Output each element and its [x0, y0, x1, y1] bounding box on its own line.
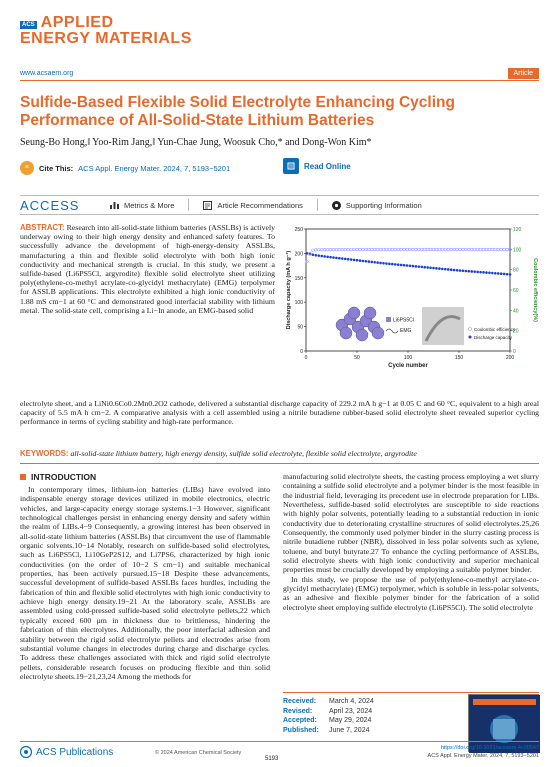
- toc-chart: [282, 223, 540, 393]
- abstract-text-1: Research into all-solid-state lithium batteries (ASSLBs) is actively underway owing to their high energy density and enhanced safety features. To successfully advance the development of high-energy-density ASSLBs, manufacturing a thin and flexible solid electrolyte with both high ionic conductivity and mechanical strength is crucial. In this study, we present a sulfide-based (Li6PS5Cl, argyrodite) flexible solid electrolyte sheet utilizing poly(ethylene-co-methyl acrylate-co-glycidyl methacrylate) (EMG) terpolymer for ASSLB applications. This electrolyte exhibited a high ionic conductivity of 1.88 mS cm−1 at 60 °C and demonstrated good interfacial stability with lithium metal. The solid-state cell, comprising a Li−In anode, an EMG-based solid: [20, 223, 276, 315]
- site-url[interactable]: www.acsaem.org: [20, 70, 74, 77]
- y2-tick-label: 20: [513, 328, 519, 335]
- discharge-capacity-point: [397, 263, 400, 266]
- material-legend-swatch: [386, 317, 391, 322]
- doi-link[interactable]: https://doi.org/10.1021/acsaem.4c00547: [440, 745, 539, 751]
- discharge-capacity-point: [423, 266, 426, 269]
- copyright: © 2024 American Chemical Society: [155, 750, 242, 756]
- journal-name-line2: ENERGY MATERIALS: [20, 30, 192, 47]
- discharge-capacity-point: [359, 259, 362, 262]
- discharge-capacity-point: [462, 269, 465, 272]
- history-rule: [283, 692, 539, 693]
- doi-block: [428, 745, 539, 760]
- particle-illustration: [372, 327, 384, 339]
- supporting-info-link[interactable]: [332, 201, 422, 210]
- material-label: Li6PS5Cl: [393, 317, 414, 324]
- discharge-capacity-point: [344, 258, 347, 261]
- keywords: [20, 449, 539, 458]
- y2-tick-label: 80: [513, 267, 519, 274]
- intro-heading: [20, 472, 96, 482]
- history-received: Received: March 4, 2024: [283, 698, 374, 705]
- cite-icon: “: [20, 161, 34, 175]
- discharge-capacity-point: [341, 257, 344, 260]
- discharge-capacity-point: [353, 259, 356, 262]
- legend-dc-marker: [469, 336, 472, 339]
- discharge-capacity-point: [473, 270, 476, 273]
- y-tick-label: 250: [294, 227, 303, 233]
- y-tick-label: 50: [297, 324, 303, 331]
- journal-name-line1: APPLIED: [40, 14, 114, 31]
- y2-tick-label: 40: [513, 308, 519, 315]
- acs-badge: ACS: [22, 22, 35, 28]
- article-title: Sulfide-Based Flexible Solid Electrolyte Enhancing Cycling Performance of All-Solid-State Lithium Batteries: [20, 94, 455, 129]
- discharge-capacity-point: [438, 267, 441, 270]
- article-type-badge: Article: [508, 68, 539, 79]
- divider: [317, 199, 318, 211]
- discharge-capacity-point: [312, 253, 315, 256]
- x-tick-label: 50: [354, 355, 360, 361]
- discharge-capacity-point: [479, 271, 482, 274]
- discharge-capacity-point: [335, 257, 338, 260]
- x-tick-label: 0: [304, 355, 308, 361]
- discharge-capacity-point: [326, 256, 329, 259]
- discharge-capacity-point: [429, 266, 432, 269]
- discharge-capacity-point: [503, 273, 506, 276]
- discharge-capacity-point: [332, 256, 335, 259]
- header-rule: [20, 80, 539, 81]
- read-online-button[interactable]: [283, 158, 351, 174]
- y-tick-label: 100: [294, 300, 303, 307]
- discharge-capacity-point: [435, 267, 438, 270]
- cite-link[interactable]: ACS Appl. Energy Mater. 2024, 7, 5193−5201: [78, 163, 231, 173]
- discharge-capacity-point: [494, 272, 497, 275]
- y2-tick-label: 100: [513, 247, 522, 254]
- particle-illustration: [340, 327, 352, 339]
- particle-illustration: [348, 307, 360, 319]
- y2-axis-label: Coulombic efficiency(%): [532, 258, 538, 322]
- y-tick-label: 150: [294, 275, 303, 282]
- particle-illustration: [364, 307, 376, 319]
- metrics-link[interactable]: [110, 201, 174, 210]
- y2-tick-label: 0: [513, 349, 516, 355]
- discharge-capacity-point: [320, 255, 323, 258]
- cite-label: Cite This:: [39, 163, 74, 173]
- discharge-capacity-point: [482, 271, 485, 274]
- discharge-capacity-point: [391, 263, 394, 266]
- x-axis-label: Cycle number: [388, 363, 428, 369]
- journal-ref: ACS Appl. Energy Mater. 2024, 7, 5193−5201: [427, 752, 539, 759]
- abstract-part1: [20, 223, 275, 315]
- discharge-capacity-point: [350, 258, 353, 261]
- discharge-capacity-point: [441, 268, 444, 271]
- supporting-info-icon: [332, 201, 341, 210]
- history-box: [283, 692, 453, 735]
- bar-chart-icon: [110, 201, 119, 209]
- y2-tick-label: 120: [513, 227, 522, 233]
- supporting-info-label: Supporting Information: [345, 200, 422, 210]
- discharge-capacity-point: [403, 264, 406, 267]
- discharge-capacity-point: [415, 265, 418, 268]
- discharge-capacity-point: [500, 272, 503, 275]
- history-accepted: Accepted: May 29, 2024: [283, 717, 372, 724]
- discharge-capacity-point: [432, 267, 435, 270]
- intro-paragraph: manufacturing solid electrolyte sheets, the casting process employing a wet slurry containing a sulfide solid electrolyte and a polymer binder is the most feasible in the industrial field, leveraging its precedent use in electrode preparation for LIBs. Nevertheless, sulfide-based solid electrolytes are susceptible to side reactions with highly polar solvents, potentially leading to a substantial reduction in ionic conductivity due to deteriorating crystalline structures of solid electrolytes.25,26 Consequently, the commonly used polymer binder in the slurry casting process is nitrile butadiene rubber (NBR), dissolved in less polar solvents such as xylene, toluene, and butyl butyrate.27 To enhance the cycling performance of ASSLBs, solid electrolyte sheets with high ionic conductivity and superior mechanical properties must be crucially developed by employing a suitable polymer binder.: [283, 472, 539, 575]
- section-rule: [20, 463, 539, 464]
- discharge-capacity-point: [485, 271, 488, 274]
- x-tick-label: 150: [454, 355, 464, 361]
- discharge-capacity-point: [459, 269, 462, 272]
- access-bar: [20, 195, 539, 215]
- intro-heading-text: INTRODUCTION: [31, 472, 97, 482]
- discharge-capacity-point: [497, 272, 500, 275]
- x-tick-label: 200: [505, 355, 515, 361]
- discharge-capacity-point: [447, 268, 450, 271]
- acs-publications-icon: [20, 746, 32, 758]
- acs-publications-logo[interactable]: [20, 746, 113, 758]
- history-published: Published: June 7, 2024: [283, 726, 370, 734]
- discharge-capacity-point: [418, 265, 421, 268]
- discharge-capacity-point: [329, 256, 332, 259]
- abstract-part2: electrolyte sheet, and a LiNi0.6Co0.2Mn0.2O2 cathode, delivered a substantial discharge capacity of 229.2 mA h g−1 at 0.05 C and 60 °C, equivalent to a high areal capacity of 5.5 mA h cm−2. A comparative analysis with a cell assembled using a nitrile butadiene rubber-based solid electrolyte sheet revealed superior cycling performance in terms of cycling stability and high-rate performance.: [20, 399, 539, 427]
- discharge-capacity-point: [488, 272, 491, 275]
- discharge-capacity-point: [506, 273, 509, 276]
- discharge-capacity-point: [465, 270, 468, 273]
- intro-right-column: [283, 472, 539, 612]
- discharge-capacity-point: [491, 272, 494, 275]
- discharge-capacity-point: [453, 269, 456, 272]
- discharge-capacity-point: [476, 271, 479, 274]
- intro-left-column: In contemporary times, lithium-ion batteries (LIBs) have evolved into indispensable energy storage devices utilized in mobile electronics, electric vehicles, and large-capacity energy storage systems.1−3 However, significant technological challenges persist in enhancing energy density and safety within the realm of LIBs.4−9 Consequently, a growing interest has been observed in all-solid-state lithium batteries (ASSLBs) that circumvent the use of flammable organic solvents.10−14 Notably, research on sulfide-based solid electrolytes, such as Li6PS5Cl, Li10GeP2S12, and Li7PS6, characterized by high ionic conductivities (on the order of 10−2 S cm−1) and suitable mechanical properties, has been actively pursued.15−18 Despite these advancements, successful development of sulfide-based ASSLBs faces hurdles, including the fabrication of thin and flexible solid electrolytes with high ionic conductivity to achieve high energy density.19−21 At the laboratory scale, ASSLBs are assembled using cold-pressed sulfide-based solid electrolyte pellets,22 which typically exceed 600 μm in thickness due to brittleness, hindering the fabrication of thin electrolytes. Additionally, the poor interfacial adhesion and stability between the rigid solid electrolyte pellets and electrodes arise from substantial volume changes in electrodes during charge and discharge cycles. To address these challenges associated with thick and rigid solid electrolyte pellets, considerable research focuses on producing flexible and thin solid electrolyte sheets.19−21,23,24 Among the methods for: [20, 485, 270, 681]
- discharge-capacity-point: [382, 262, 385, 265]
- document-icon: [203, 201, 212, 210]
- read-online-label: Read Online: [304, 161, 351, 171]
- binder-label: EMG: [400, 328, 412, 334]
- discharge-capacity-point: [509, 273, 512, 276]
- y2-tick-label: 60: [513, 288, 519, 294]
- discharge-capacity-point: [356, 259, 359, 262]
- discharge-capacity-point: [409, 264, 412, 267]
- divider: [188, 199, 189, 211]
- history-revised: Revised: April 23, 2024: [283, 707, 373, 715]
- legend-dc-label: Discharge capacity: [474, 335, 513, 340]
- authors: Seung-Bo Hong,‖ Yoo-Rim Jang,‖ Yun-Chae Jung, Woosuk Cho,* and Dong-Won Kim*: [20, 137, 372, 148]
- keywords-label: KEYWORDS:: [20, 449, 69, 458]
- discharge-capacity-point: [306, 252, 309, 255]
- journal-logo[interactable]: [20, 14, 192, 46]
- page-number: 5193: [265, 756, 279, 762]
- discharge-capacity-point: [394, 263, 397, 266]
- discharge-capacity-point: [444, 268, 447, 271]
- discharge-capacity-point: [365, 260, 368, 263]
- discharge-capacity-point: [315, 254, 318, 257]
- discharge-capacity-point: [406, 264, 409, 267]
- discharge-capacity-point: [347, 258, 350, 261]
- particle-illustration: [356, 329, 368, 341]
- read-online-icon: [283, 158, 299, 174]
- discharge-capacity-point: [400, 264, 403, 267]
- discharge-capacity-point: [376, 261, 379, 264]
- journal-cover-thumbnail[interactable]: [468, 694, 539, 752]
- discharge-capacity-point: [468, 270, 471, 273]
- recommendations-link[interactable]: [203, 201, 302, 210]
- discharge-capacity-point: [362, 260, 365, 263]
- discharge-capacity-point: [379, 262, 382, 265]
- x-tick-label: 100: [403, 355, 413, 361]
- heading-marker: [20, 474, 26, 480]
- discharge-capacity-point: [317, 254, 320, 257]
- discharge-capacity-point: [426, 266, 429, 269]
- discharge-capacity-point: [450, 268, 453, 271]
- footer-rule: [20, 741, 539, 742]
- discharge-capacity-point: [470, 270, 473, 273]
- abstract-label: ABSTRACT:: [20, 223, 65, 232]
- metrics-label: Metrics & More: [124, 200, 175, 210]
- y-tick-label: 0: [300, 349, 303, 355]
- discharge-capacity-point: [412, 265, 415, 268]
- discharge-capacity-point: [385, 262, 388, 265]
- discharge-capacity-point: [388, 263, 391, 266]
- y-axis-label: Discharge capacity (mA h g⁻¹): [286, 250, 292, 330]
- toc-graphic: [282, 223, 540, 393]
- discharge-capacity-point: [338, 257, 341, 260]
- legend-ce-label: Coulombic efficiency: [474, 327, 516, 332]
- discharge-capacity-point: [420, 266, 423, 269]
- publisher-name: ACS Publications: [36, 746, 114, 758]
- discharge-capacity-point: [456, 269, 459, 272]
- access-title: ACCESS: [20, 197, 80, 213]
- keywords-text: all-solid-state lithium battery, high energy density, sulfide solid electrolyte, flexible solid electrolyte, argyrodite: [70, 449, 417, 458]
- discharge-capacity-point: [323, 255, 326, 258]
- discharge-capacity-point: [373, 261, 376, 264]
- discharge-capacity-point: [367, 260, 370, 263]
- discharge-capacity-point: [370, 261, 373, 264]
- y-tick-label: 200: [294, 251, 303, 258]
- cite-row: [20, 161, 230, 175]
- intro-paragraph: In this study, we propose the use of poly(ethylene-co-methyl acrylate-co-glycidyl methacrylate) (EMG) terpolymer, which is soluble in less-polar solvents, as an adhesive and flexible polymer binder for the fabrication of a solid electrolyte sheet employing sulfide electrolyte (Li6PS5Cl). The solid electrolyte: [283, 574, 539, 612]
- recommendations-label: Article Recommendations: [217, 200, 303, 210]
